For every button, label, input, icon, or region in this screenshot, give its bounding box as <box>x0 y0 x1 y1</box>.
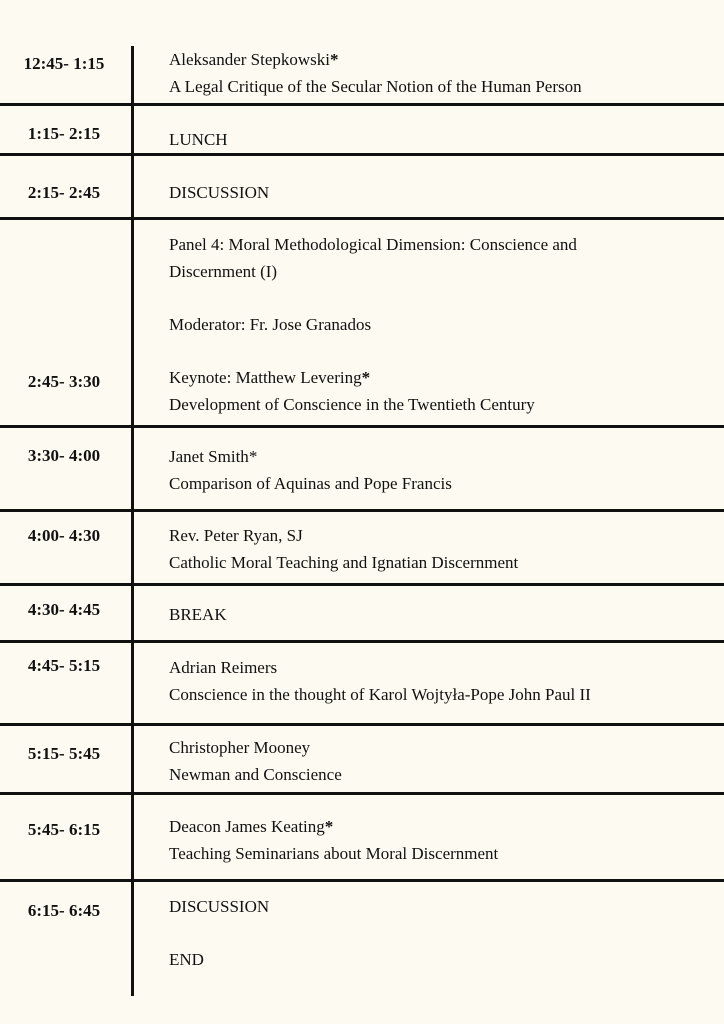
speaker-name: Rev. Peter Ryan, SJ <box>169 526 303 545</box>
session-label: LUNCH <box>169 130 228 149</box>
speaker-asterisk: * <box>248 447 258 466</box>
row-divider <box>0 509 724 512</box>
row-divider <box>0 723 724 726</box>
session-label: DISCUSSION <box>169 183 270 202</box>
speaker-name: Aleksander Stepkowski* <box>169 50 339 69</box>
speaker-name: Janet Smith* <box>169 447 258 466</box>
time-slot: 3:30- 4:00 <box>27 446 101 465</box>
talk-title: Conscience in the thought of Karol Wojtyła-Pope John Paul II <box>169 685 591 704</box>
panel-title: Panel 4: Moral Methodological Dimension: Conscience and <box>169 235 577 254</box>
talk-title: Newman and Conscience <box>169 765 342 784</box>
speaker-asterisk: * <box>361 368 371 387</box>
speaker-asterisk: * <box>324 817 334 836</box>
row-divider <box>0 640 724 643</box>
row-divider <box>0 153 724 156</box>
talk-title: Development of Conscience in the Twentieth Century <box>169 395 535 414</box>
session-label: BREAK <box>169 605 227 624</box>
row-divider <box>0 103 724 106</box>
time-slot: 4:30- 4:45 <box>27 600 101 619</box>
column-divider <box>131 46 134 996</box>
time-slot: 6:15- 6:45 <box>27 901 101 920</box>
time-slot: 5:45- 6:15 <box>27 820 101 839</box>
row-divider <box>0 879 724 882</box>
keynote-speaker: Keynote: Matthew Levering* <box>169 368 371 387</box>
speaker-name: Adrian Reimers <box>169 658 278 677</box>
time-slot: 1:15- 2:15 <box>27 124 101 143</box>
talk-title: Teaching Seminarians about Moral Discernment <box>169 844 499 863</box>
row-divider <box>0 425 724 428</box>
time-slot: 12:45- 1:15 <box>23 54 105 73</box>
talk-title: A Legal Critique of the Secular Notion of the Human Person <box>169 77 582 96</box>
speaker-name: Deacon James Keating* <box>169 817 334 836</box>
time-slot: 2:45- 3:30 <box>27 372 101 391</box>
moderator: Moderator: Fr. Jose Granados <box>169 315 372 334</box>
row-divider <box>0 583 724 586</box>
time-slot: 4:45- 5:15 <box>27 656 101 675</box>
time-slot: 2:15- 2:45 <box>27 183 101 202</box>
end-label: END <box>169 950 204 969</box>
speaker-name: Christopher Mooney <box>169 738 311 757</box>
session-label: DISCUSSION <box>169 897 270 916</box>
talk-title: Catholic Moral Teaching and Ignatian Discernment <box>169 553 519 572</box>
row-divider <box>0 792 724 795</box>
speaker-asterisk: * <box>330 50 339 69</box>
panel-title-continued: Discernment (I) <box>169 262 278 281</box>
row-divider <box>0 217 724 220</box>
talk-title: Comparison of Aquinas and Pope Francis <box>169 474 452 493</box>
time-slot: 4:00- 4:30 <box>27 526 101 545</box>
time-slot: 5:15- 5:45 <box>27 744 101 763</box>
